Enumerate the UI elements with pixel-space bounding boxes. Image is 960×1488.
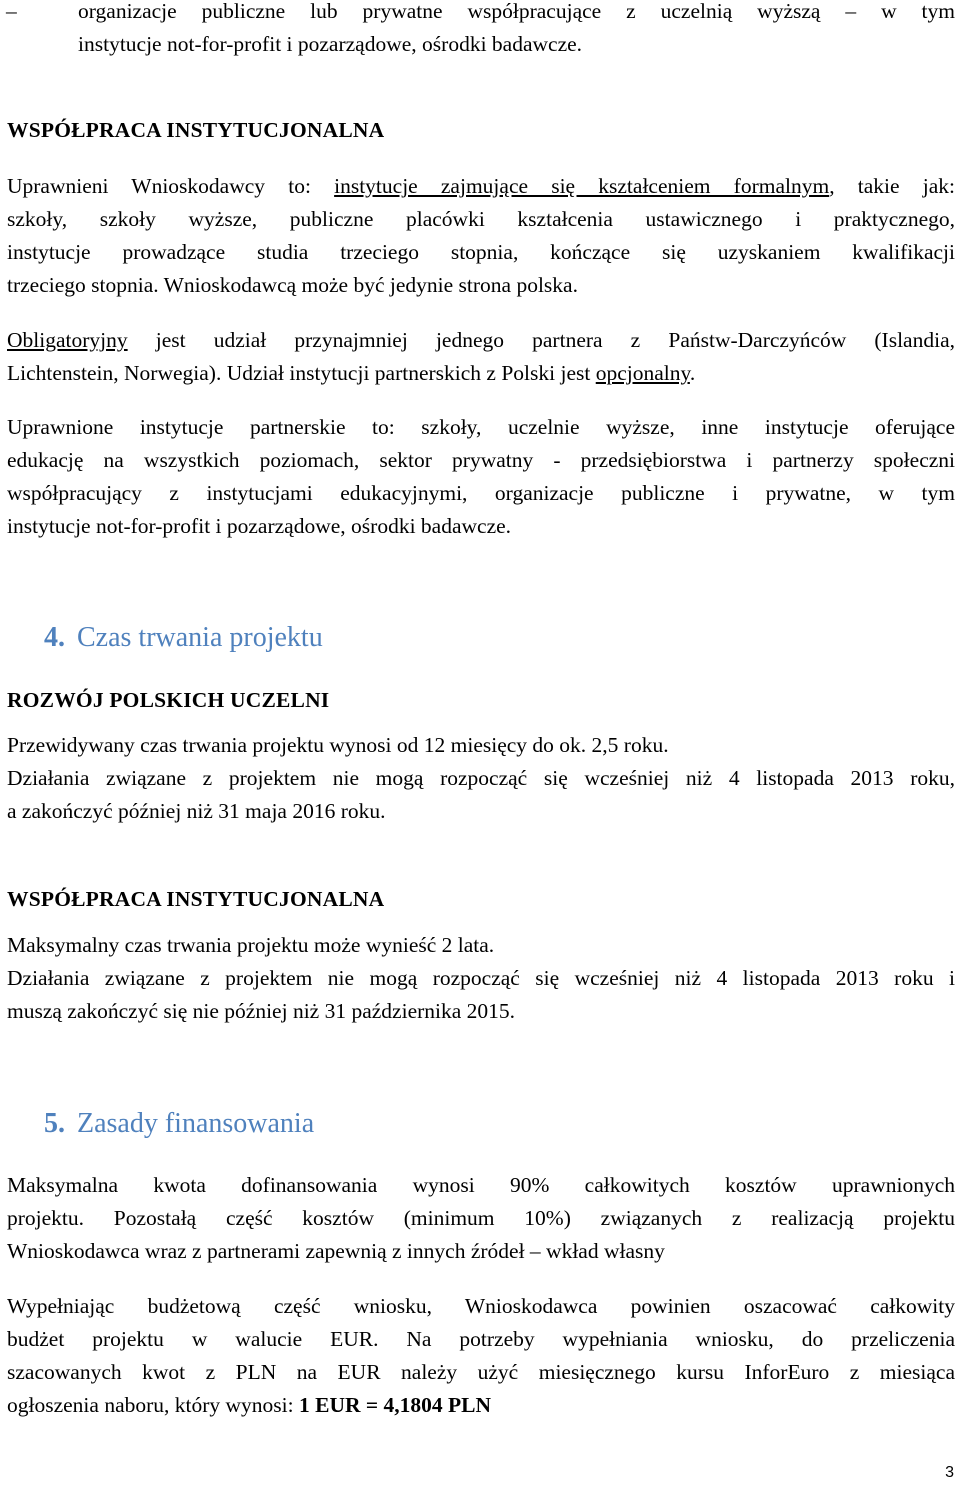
eligible-applicants-paragraph	[7, 170, 955, 302]
text-line: Przewidywany czas trwania projektu wynosi od 12 miesięcy do ok. 2,5 roku.	[7, 733, 669, 757]
text-line: Wypełniając budżetową część wniosku, Wnioskodawca powinien oszacować całkowity	[7, 1294, 955, 1318]
budget-paragraph	[7, 1290, 955, 1422]
text-line: organizacje publiczne lub prywatne współpracujące z uczelnią wyższą – w tym	[78, 0, 955, 23]
text-line: szkoły, szkoły wyższe, publiczne placówki kształcenia ustawicznego i praktycznego,	[7, 207, 955, 231]
text-line: instytucje prowadzące studia trzeciego stopnia, kończące się uzyskaniem kwalifikacji	[7, 240, 955, 264]
exchange-rate: 1 EUR = 4,1804 PLN	[299, 1393, 492, 1417]
text-line: Działania związane z projektem nie mogą rozpocząć się wcześniej niż 4 listopada 2013 roku i	[7, 966, 955, 990]
text-line: Lichtenstein, Norwegia). Udział instytucji partnerskich z Polski jest opcjonalny.	[7, 361, 696, 385]
text-line: Obligatoryjny jest udział przynajmniej jednego partnera z Państw-Darczyńców (Islandia,	[7, 328, 955, 352]
text-line: a zakończyć później niż 31 maja 2016 roku.	[7, 799, 386, 823]
section-number: 4.	[44, 622, 65, 653]
text-line: współpracujący z instytucjami edukacyjnymi, organizacje publiczne i prywatne, w tym	[7, 481, 955, 505]
section-title-text: Czas trwania projektu	[77, 622, 323, 653]
text-line: Wnioskodawca wraz z partnerami zapewnią z innych źródeł – wkład własny	[7, 1239, 665, 1263]
underlined-text: instytucje zajmujące się kształceniem formalnym	[334, 174, 830, 198]
section-5-title	[7, 1106, 314, 1142]
bullet-dash: –	[6, 0, 17, 23]
section-title-text: Zasady finansowania	[77, 1108, 315, 1139]
intro-paragraph	[7, 0, 955, 61]
text-line: Maksymalny czas trwania projektu może wynieść 2 lata.	[7, 933, 495, 957]
text-line: instytucje not-for-profit i pozarządowe, ośrodki badawcze.	[78, 32, 583, 56]
text-line: Maksymalna kwota dofinansowania wynosi 90% całkowitych kosztów uprawnionych	[7, 1173, 955, 1197]
text-line: szacowanych kwot z PLN na EUR należy użyć miesięcznego kursu InforEuro z miesiąca	[7, 1360, 955, 1384]
text-line: Uprawnieni Wnioskodawcy to: instytucje zajmujące się kształceniem formalnym, takie jak:	[7, 174, 955, 198]
text-line: ogłoszenia naboru, który wynosi: 1 EUR = 4,1804 PLN	[7, 1393, 492, 1417]
text-line: Działania związane z projektem nie mogą rozpocząć się wcześniej niż 4 listopada 2013 roku,	[7, 766, 955, 790]
partner-requirement-paragraph	[7, 324, 955, 390]
text-line: Uprawnione instytucje partnerskie to: szkoły, uczelnie wyższe, inne instytucje oferujące	[7, 415, 955, 439]
text-line: muszą zakończyć się nie później niż 31 października 2015.	[7, 999, 516, 1023]
wi-duration-paragraph	[7, 929, 955, 1028]
rpu-duration-paragraph	[7, 729, 955, 828]
section-heading: WSPÓŁPRACA INSTYTUCJONALNA	[7, 887, 385, 911]
funding-paragraph	[7, 1169, 955, 1268]
section-heading: ROZWÓJ POLSKICH UCZELNI	[7, 688, 330, 712]
section-number: 5.	[44, 1108, 65, 1139]
text-line: projektu. Pozostałą część kosztów (minimum 10%) związanych z realizacją projektu	[7, 1206, 955, 1230]
underlined-text: Obligatoryjny	[7, 328, 128, 352]
partner-institutions-paragraph	[7, 411, 955, 543]
section-heading: WSPÓŁPRACA INSTYTUCJONALNA	[7, 118, 385, 142]
underlined-text: opcjonalny	[595, 361, 690, 385]
text-line: budżet projektu w walucie EUR. Na potrzeby wypełniania wniosku, do przeliczenia	[7, 1327, 955, 1351]
page-number: 3	[945, 1464, 954, 1481]
intro-bullet	[7, 0, 955, 61]
text-line: edukację na wszystkich poziomach, sektor prywatny - przedsiębiorstwa i partnerzy społeczni	[7, 448, 955, 472]
text-line: instytucje not-for-profit i pozarządowe, ośrodki badawcze.	[7, 514, 512, 538]
section-4-title	[7, 620, 323, 656]
text-line: trzeciego stopnia. Wnioskodawcą może być jedynie strona polska.	[7, 273, 578, 297]
